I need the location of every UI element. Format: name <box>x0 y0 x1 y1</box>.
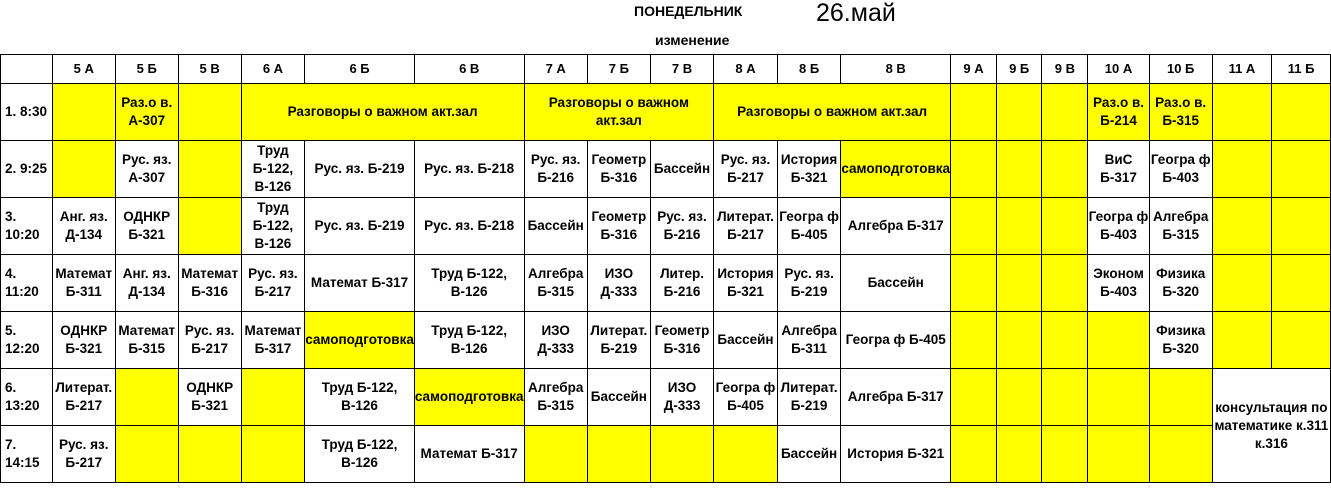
lesson-cell <box>1272 198 1331 255</box>
column-header: 6 Б <box>305 55 415 84</box>
lesson-cell: Геометр Б-316 <box>587 141 650 198</box>
lesson-cell <box>1042 312 1088 369</box>
lesson-cell: Рус. яз. Б-217 <box>178 312 241 369</box>
table-row <box>1 255 1331 312</box>
column-header: 7 В <box>650 55 713 84</box>
lesson-cell <box>1149 426 1212 483</box>
table-row <box>1 141 1331 198</box>
lesson-cell-merged: Разговоры о важном акт.зал <box>524 84 714 141</box>
lesson-cell: Геометр Б-316 <box>650 312 713 369</box>
lesson-cell: ОДНКР Б-321 <box>52 312 115 369</box>
column-header: 9 Б <box>997 55 1042 84</box>
lesson-cell: Рус. яз. Б-219 <box>305 198 415 255</box>
lesson-cell: Бассейн <box>777 426 841 483</box>
lesson-cell: Рус. яз. Б-218 <box>414 141 524 198</box>
lesson-cell: ИЗО Д-333 <box>524 312 587 369</box>
lesson-cell: ОДНКР Б-321 <box>178 369 241 426</box>
lesson-cell: Геогра ф Б-403 <box>1149 141 1212 198</box>
lesson-cell: Анг. яз. Д-134 <box>52 198 115 255</box>
lesson-cell: Алгебра Б-317 <box>841 369 951 426</box>
lesson-cell: Геогра ф Б-403 <box>1088 198 1149 255</box>
column-header: 6 А <box>241 55 305 84</box>
lesson-cell: Раз.о в. Б-315 <box>1149 84 1212 141</box>
column-header: 8 Б <box>777 55 841 84</box>
lesson-cell <box>241 369 305 426</box>
lesson-cell: Алгебра Б-311 <box>777 312 841 369</box>
column-header: 9 А <box>951 55 997 84</box>
lesson-cell: самоподготовка <box>841 141 951 198</box>
lesson-cell <box>997 426 1042 483</box>
lesson-cell: Рус. яз. Б-217 <box>52 426 115 483</box>
lesson-cell: Алгебра Б-315 <box>1149 198 1212 255</box>
lesson-cell <box>178 426 241 483</box>
column-header: 8 А <box>714 55 778 84</box>
lesson-cell <box>52 84 115 141</box>
lesson-cell <box>1088 426 1149 483</box>
time-cell: 7. 14:15 <box>1 426 53 483</box>
lesson-cell <box>997 312 1042 369</box>
lesson-cell: Рус. яз. А-307 <box>115 141 178 198</box>
lesson-cell: Математ Б-317 <box>305 255 415 312</box>
lesson-cell: Раз.о в. Б-214 <box>1088 84 1149 141</box>
lesson-cell: ИЗО Д-333 <box>587 255 650 312</box>
lesson-cell: самоподготовка <box>305 312 415 369</box>
lesson-cell <box>178 141 241 198</box>
lesson-cell: Рус. яз. Б-218 <box>414 198 524 255</box>
lesson-cell <box>1212 141 1272 198</box>
lesson-cell: Математ Б-317 <box>241 312 305 369</box>
lesson-cell: Бассейн <box>524 198 587 255</box>
lesson-cell: ОДНКР Б-321 <box>115 198 178 255</box>
lesson-cell: Физика Б-320 <box>1149 255 1212 312</box>
lesson-cell <box>951 141 997 198</box>
lesson-cell: Литерат. Б-217 <box>52 369 115 426</box>
table-row <box>1 312 1331 369</box>
lesson-cell: Труд Б-122, В-126 <box>241 141 305 198</box>
lesson-cell <box>997 255 1042 312</box>
lesson-cell <box>1042 141 1088 198</box>
lesson-cell <box>1088 312 1149 369</box>
corner-cell <box>1 55 53 84</box>
lesson-cell <box>1042 84 1088 141</box>
lesson-cell <box>951 312 997 369</box>
lesson-cell: Литерат. Б-217 <box>714 198 778 255</box>
lesson-cell: Бассейн <box>714 312 778 369</box>
lesson-cell: ВиС Б-317 <box>1088 141 1149 198</box>
column-header: 5 В <box>178 55 241 84</box>
lesson-cell: Алгебра Б-315 <box>524 369 587 426</box>
column-header: 5 А <box>52 55 115 84</box>
lesson-cell: Труд Б-122, В-126 <box>414 312 524 369</box>
lesson-cell: Рус. яз. Б-217 <box>714 141 778 198</box>
lesson-cell <box>997 198 1042 255</box>
lesson-cell <box>1212 255 1272 312</box>
day-title: ПОНЕДЕЛЬНИК <box>634 3 743 19</box>
lesson-cell: Геометр Б-316 <box>587 198 650 255</box>
lesson-cell <box>1272 84 1331 141</box>
column-header: 7 А <box>524 55 587 84</box>
time-cell: 3. 10:20 <box>1 198 53 255</box>
column-header: 9 В <box>1042 55 1088 84</box>
lesson-cell <box>1212 84 1272 141</box>
lesson-cell: Литер. Б-216 <box>650 255 713 312</box>
lesson-cell <box>115 426 178 483</box>
lesson-cell-merged: Разговоры о важном акт.зал <box>714 84 951 141</box>
lesson-cell <box>587 426 650 483</box>
lesson-cell: Раз.о в. А-307 <box>115 84 178 141</box>
lesson-cell: Литерат. Б-219 <box>587 312 650 369</box>
lesson-cell: Рус. яз. Б-219 <box>305 141 415 198</box>
lesson-cell <box>951 369 997 426</box>
column-header: 6 В <box>414 55 524 84</box>
lesson-cell: Математ Б-316 <box>178 255 241 312</box>
column-header: 10 А <box>1088 55 1149 84</box>
lesson-cell: Математ Б-315 <box>115 312 178 369</box>
time-cell: 1. 8:30 <box>1 84 53 141</box>
lesson-cell <box>1212 312 1272 369</box>
lesson-cell: Математ Б-317 <box>414 426 524 483</box>
lesson-cell <box>714 426 778 483</box>
lesson-cell <box>1088 369 1149 426</box>
lesson-cell <box>997 369 1042 426</box>
lesson-cell: Бассейн <box>841 255 951 312</box>
lesson-cell: Бассейн <box>650 141 713 198</box>
header-row <box>1 55 1331 84</box>
lesson-cell: Эконом Б-403 <box>1088 255 1149 312</box>
column-header: 8 В <box>841 55 951 84</box>
time-cell: 4. 11:20 <box>1 255 53 312</box>
lesson-cell: Геогра ф Б-405 <box>841 312 951 369</box>
lesson-cell: Анг. яз. Д-134 <box>115 255 178 312</box>
lesson-cell <box>997 84 1042 141</box>
lesson-cell: Математ Б-311 <box>52 255 115 312</box>
column-header: 5 Б <box>115 55 178 84</box>
lesson-cell: Геогра ф Б-405 <box>714 369 778 426</box>
lesson-cell: История Б-321 <box>714 255 778 312</box>
lesson-cell: Труд Б-122, В-126 <box>241 198 305 255</box>
lesson-cell <box>1042 426 1088 483</box>
lesson-cell: Рус. яз. Б-219 <box>777 255 841 312</box>
lesson-cell <box>1212 198 1272 255</box>
column-header: 10 Б <box>1149 55 1212 84</box>
lesson-cell <box>1272 255 1331 312</box>
lesson-cell: Физика Б-320 <box>1149 312 1212 369</box>
lesson-cell <box>1042 255 1088 312</box>
lesson-cell: самоподготовка <box>414 369 524 426</box>
lesson-cell: Рус. яз. Б-217 <box>241 255 305 312</box>
lesson-cell <box>951 255 997 312</box>
lesson-cell <box>52 141 115 198</box>
lesson-cell: Труд Б-122, В-126 <box>305 426 415 483</box>
lesson-cell <box>951 84 997 141</box>
lesson-cell: Труд Б-122, В-126 <box>414 255 524 312</box>
change-subtitle: изменение <box>655 32 730 48</box>
lesson-cell <box>951 198 997 255</box>
table-row <box>1 426 1331 483</box>
lesson-cell <box>650 426 713 483</box>
table-row <box>1 369 1331 426</box>
lesson-cell <box>1149 369 1212 426</box>
column-header: 7 Б <box>587 55 650 84</box>
table-row <box>1 84 1331 141</box>
lesson-cell <box>115 369 178 426</box>
lesson-cell <box>178 84 241 141</box>
time-cell: 2. 9:25 <box>1 141 53 198</box>
lesson-cell <box>997 141 1042 198</box>
lesson-cell <box>1042 198 1088 255</box>
lesson-cell-merged: Разговоры о важном акт.зал <box>241 84 524 141</box>
lesson-cell: История Б-321 <box>841 426 951 483</box>
lesson-cell: Рус. яз. Б-216 <box>650 198 713 255</box>
time-cell: 6. 13:20 <box>1 369 53 426</box>
lesson-cell: История Б-321 <box>777 141 841 198</box>
lesson-cell <box>524 426 587 483</box>
table-row <box>1 198 1331 255</box>
lesson-cell <box>1042 369 1088 426</box>
lesson-cell: Рус. яз. Б-216 <box>524 141 587 198</box>
consultation-cell: консультация по математике к.311 к.316 <box>1212 369 1330 483</box>
column-header: 11 А <box>1212 55 1272 84</box>
column-header: 11 Б <box>1272 55 1331 84</box>
lesson-cell: Бассейн <box>587 369 650 426</box>
lesson-cell <box>951 426 997 483</box>
lesson-cell: Литерат. Б-219 <box>777 369 841 426</box>
lesson-cell <box>178 198 241 255</box>
time-cell: 5. 12:20 <box>1 312 53 369</box>
schedule-table <box>0 54 1331 483</box>
lesson-cell: ИЗО Д-333 <box>650 369 713 426</box>
date-title: 26.май <box>816 0 896 27</box>
lesson-cell <box>241 426 305 483</box>
lesson-cell: Труд Б-122, В-126 <box>305 369 415 426</box>
lesson-cell: Геогра ф Б-405 <box>777 198 841 255</box>
lesson-cell <box>1272 141 1331 198</box>
lesson-cell: Алгебра Б-317 <box>841 198 951 255</box>
lesson-cell: Алгебра Б-315 <box>524 255 587 312</box>
lesson-cell <box>1272 312 1331 369</box>
